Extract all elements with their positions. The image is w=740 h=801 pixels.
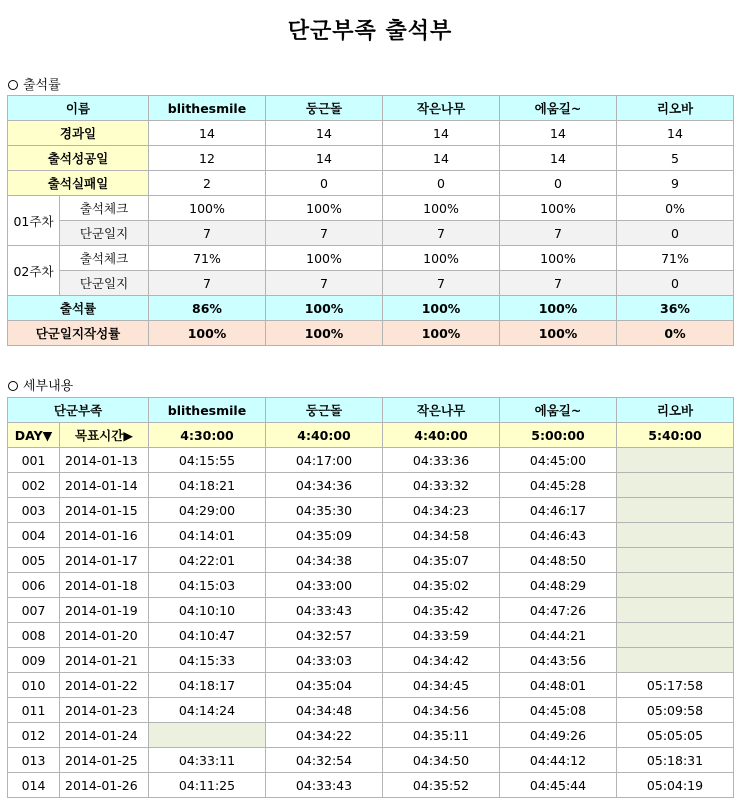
wake-time-cell: 04:33:43 (266, 598, 383, 623)
attendance-rate-value: 36% (617, 296, 734, 321)
week-check-value: 100% (149, 196, 266, 221)
elapsed-days-row (8, 121, 734, 146)
wake-time-cell: 05:17:58 (617, 673, 734, 698)
attendance-rate-value: 86% (149, 296, 266, 321)
diary-rate-value: 100% (383, 321, 500, 346)
target-time-label: 목표시간▶ (60, 423, 149, 448)
success-days-value: 14 (500, 146, 617, 171)
table-row (8, 448, 734, 473)
wake-time-cell: 04:34:23 (383, 498, 500, 523)
wake-time-cell: 04:46:17 (500, 498, 617, 523)
elapsed-days-value: 14 (266, 121, 383, 146)
page-title: 단군부족 출석부 (287, 19, 453, 44)
wake-time-cell: 04:33:03 (266, 648, 383, 673)
diary-rate-value: 0% (617, 321, 734, 346)
day-number: 007 (8, 598, 60, 623)
missed-cell (617, 498, 734, 523)
day-number: 001 (8, 448, 60, 473)
wake-time-cell: 04:34:42 (383, 648, 500, 673)
wake-time-cell: 04:35:11 (383, 723, 500, 748)
table-row (8, 523, 734, 548)
wake-time-cell: 04:44:12 (500, 748, 617, 773)
fail-days-value: 0 (266, 171, 383, 196)
day-number: 008 (8, 623, 60, 648)
success-days-value: 12 (149, 146, 266, 171)
day-number: 005 (8, 548, 60, 573)
wake-time-cell: 04:35:52 (383, 773, 500, 798)
header-member-rioba: 리오바 (617, 96, 734, 121)
week-diary-label: 단군일지 (60, 221, 149, 246)
wake-time-cell: 04:33:36 (383, 448, 500, 473)
wake-time-cell: 04:32:54 (266, 748, 383, 773)
week-label: 02주차 (8, 246, 60, 296)
details-member-eumgil: 에움길~ (500, 398, 617, 423)
details-member-rioba: 리오바 (617, 398, 734, 423)
wake-time-cell: 04:14:01 (149, 523, 266, 548)
header-name-label: 이름 (8, 96, 149, 121)
wake-time-cell: 04:45:28 (500, 473, 617, 498)
attendance-rate-value: 100% (383, 296, 500, 321)
table-row (8, 648, 734, 673)
wake-time-cell: 04:10:47 (149, 623, 266, 648)
wake-time-cell: 04:48:01 (500, 673, 617, 698)
week-diary-value: 7 (383, 271, 500, 296)
diary-rate-row (8, 321, 734, 346)
wake-time-cell: 05:09:58 (617, 698, 734, 723)
day-number: 013 (8, 748, 60, 773)
header-member-blithesmile: blithesmile (149, 96, 266, 121)
date-cell: 2014-01-26 (60, 773, 149, 798)
wake-time-cell: 04:34:56 (383, 698, 500, 723)
wake-time-cell: 04:34:50 (383, 748, 500, 773)
week-diary-value: 7 (149, 271, 266, 296)
success-days-value: 14 (383, 146, 500, 171)
fail-days-value: 2 (149, 171, 266, 196)
week-check-value: 100% (266, 246, 383, 271)
day-number: 002 (8, 473, 60, 498)
missed-cell (617, 598, 734, 623)
wake-time-cell: 04:35:42 (383, 598, 500, 623)
week-check-value: 0% (617, 196, 734, 221)
wake-time-cell: 04:10:10 (149, 598, 266, 623)
date-cell: 2014-01-18 (60, 573, 149, 598)
week-check-value: 71% (617, 246, 734, 271)
wake-time-cell: 04:35:07 (383, 548, 500, 573)
week-diary-value: 7 (383, 221, 500, 246)
wake-time-cell: 04:17:00 (266, 448, 383, 473)
date-cell: 2014-01-13 (60, 448, 149, 473)
wake-time-cell: 05:05:05 (617, 723, 734, 748)
wake-time-cell: 04:33:11 (149, 748, 266, 773)
diary-rate-label: 단군일지작성률 (8, 321, 149, 346)
date-cell: 2014-01-25 (60, 748, 149, 773)
wake-time-cell: 04:44:21 (500, 623, 617, 648)
diary-rate-value: 100% (266, 321, 383, 346)
wake-time-cell: 04:48:50 (500, 548, 617, 573)
wake-time-cell: 04:35:09 (266, 523, 383, 548)
day-number: 009 (8, 648, 60, 673)
week-check-value: 100% (500, 246, 617, 271)
wake-time-cell: 04:15:55 (149, 448, 266, 473)
day-number: 006 (8, 573, 60, 598)
table-row (8, 573, 734, 598)
table-row (8, 473, 734, 498)
week-diary-value: 7 (500, 271, 617, 296)
details-member-blithesmile: blithesmile (149, 398, 266, 423)
missed-cell (617, 523, 734, 548)
elapsed-days-value: 14 (149, 121, 266, 146)
elapsed-days-value: 14 (617, 121, 734, 146)
attendance-section-heading (8, 74, 61, 93)
missed-cell (617, 573, 734, 598)
attendance-rate-value: 100% (500, 296, 617, 321)
wake-time-cell: 04:18:21 (149, 473, 266, 498)
week-2-diary-row (8, 271, 734, 296)
wake-time-cell: 04:15:03 (149, 573, 266, 598)
date-cell: 2014-01-21 (60, 648, 149, 673)
fail-days-value: 0 (500, 171, 617, 196)
target-time-value: 5:40:00 (617, 423, 734, 448)
table-row (8, 623, 734, 648)
day-sort-label: DAY▼ (8, 423, 60, 448)
circle-bullet-icon (8, 381, 18, 391)
fail-days-label: 출석실패일 (8, 171, 149, 196)
missed-cell (617, 623, 734, 648)
wake-time-cell: 04:14:24 (149, 698, 266, 723)
table-row (8, 498, 734, 523)
wake-time-cell: 04:34:48 (266, 698, 383, 723)
table-row (8, 723, 734, 748)
week-check-value: 100% (383, 196, 500, 221)
week-1-diary-row (8, 221, 734, 246)
elapsed-days-value: 14 (383, 121, 500, 146)
wake-time-cell: 04:33:59 (383, 623, 500, 648)
details-section-heading (8, 375, 73, 394)
table-row (8, 598, 734, 623)
wake-time-cell: 04:11:25 (149, 773, 266, 798)
wake-time-cell: 04:49:26 (500, 723, 617, 748)
table-row (8, 548, 734, 573)
wake-time-cell: 04:29:00 (149, 498, 266, 523)
wake-time-cell: 05:04:19 (617, 773, 734, 798)
details-heading-text: 세부내용 (23, 379, 74, 394)
target-time-value: 4:30:00 (149, 423, 266, 448)
diary-rate-value: 100% (500, 321, 617, 346)
date-cell: 2014-01-17 (60, 548, 149, 573)
wake-time-cell: 04:46:43 (500, 523, 617, 548)
header-member-jageunnamu: 작은나무 (383, 96, 500, 121)
wake-time-cell: 04:35:30 (266, 498, 383, 523)
week-diary-value: 7 (266, 271, 383, 296)
elapsed-days-label: 경과일 (8, 121, 149, 146)
date-cell: 2014-01-20 (60, 623, 149, 648)
week-diary-value: 7 (266, 221, 383, 246)
diary-rate-value: 100% (149, 321, 266, 346)
wake-time-cell: 04:45:44 (500, 773, 617, 798)
day-number: 004 (8, 523, 60, 548)
wake-time-cell: 04:33:32 (383, 473, 500, 498)
wake-time-cell: 04:34:45 (383, 673, 500, 698)
table-row (8, 673, 734, 698)
target-time-value: 4:40:00 (266, 423, 383, 448)
wake-time-cell: 04:18:17 (149, 673, 266, 698)
week-check-value: 71% (149, 246, 266, 271)
attendance-table (7, 95, 734, 346)
date-cell: 2014-01-22 (60, 673, 149, 698)
header-member-eumgil: 에움길~ (500, 96, 617, 121)
missed-cell (617, 648, 734, 673)
day-number: 011 (8, 698, 60, 723)
tribe-label: 단군부족 (8, 398, 149, 423)
table-row (8, 773, 734, 798)
week-check-value: 100% (500, 196, 617, 221)
week-check-value: 100% (383, 246, 500, 271)
day-number: 012 (8, 723, 60, 748)
details-member-jageunnamu: 작은나무 (383, 398, 500, 423)
missed-cell (617, 473, 734, 498)
details-table (7, 397, 734, 798)
wake-time-cell: 04:34:58 (383, 523, 500, 548)
wake-time-cell: 04:35:02 (383, 573, 500, 598)
week-2-check-row (8, 246, 734, 271)
date-cell: 2014-01-14 (60, 473, 149, 498)
details-header-row (8, 398, 734, 423)
week-check-label: 출석체크 (60, 196, 149, 221)
date-cell: 2014-01-24 (60, 723, 149, 748)
missed-cell (617, 448, 734, 473)
wake-time-cell: 04:47:26 (500, 598, 617, 623)
day-number: 014 (8, 773, 60, 798)
week-diary-value: 0 (617, 221, 734, 246)
table-row (8, 748, 734, 773)
week-diary-value: 7 (149, 221, 266, 246)
wake-time-cell: 04:34:22 (266, 723, 383, 748)
circle-bullet-icon (8, 80, 18, 90)
day-number: 010 (8, 673, 60, 698)
target-time-value: 5:00:00 (500, 423, 617, 448)
wake-time-cell: 04:32:57 (266, 623, 383, 648)
wake-time-cell: 04:35:04 (266, 673, 383, 698)
wake-time-cell: 04:22:01 (149, 548, 266, 573)
week-diary-value: 7 (500, 221, 617, 246)
elapsed-days-value: 14 (500, 121, 617, 146)
attendance-heading-text: 출석률 (23, 78, 61, 93)
success-days-label: 출석성공일 (8, 146, 149, 171)
fail-days-value: 0 (383, 171, 500, 196)
wake-time-cell: 04:33:43 (266, 773, 383, 798)
day-number: 003 (8, 498, 60, 523)
wake-time-cell: 04:45:00 (500, 448, 617, 473)
date-cell: 2014-01-16 (60, 523, 149, 548)
header-member-dunggeundol: 둥근돌 (266, 96, 383, 121)
attendance-header-row (8, 96, 734, 121)
wake-time-cell: 04:48:29 (500, 573, 617, 598)
wake-time-cell: 04:45:08 (500, 698, 617, 723)
date-cell: 2014-01-15 (60, 498, 149, 523)
wake-time-cell: 04:34:36 (266, 473, 383, 498)
table-row (8, 698, 734, 723)
success-days-row (8, 146, 734, 171)
wake-time-cell: 04:33:00 (266, 573, 383, 598)
week-1-check-row (8, 196, 734, 221)
attendance-rate-label: 출석률 (8, 296, 149, 321)
fail-days-value: 9 (617, 171, 734, 196)
week-check-label: 출석체크 (60, 246, 149, 271)
details-member-dunggeundol: 둥근돌 (266, 398, 383, 423)
success-days-value: 14 (266, 146, 383, 171)
target-time-row (8, 423, 734, 448)
success-days-value: 5 (617, 146, 734, 171)
missed-cell (149, 723, 266, 748)
week-diary-label: 단군일지 (60, 271, 149, 296)
week-diary-value: 0 (617, 271, 734, 296)
date-cell: 2014-01-19 (60, 598, 149, 623)
attendance-rate-value: 100% (266, 296, 383, 321)
date-cell: 2014-01-23 (60, 698, 149, 723)
target-time-value: 4:40:00 (383, 423, 500, 448)
fail-days-row (8, 171, 734, 196)
wake-time-cell: 04:34:38 (266, 548, 383, 573)
missed-cell (617, 548, 734, 573)
wake-time-cell: 04:15:33 (149, 648, 266, 673)
wake-time-cell: 04:43:56 (500, 648, 617, 673)
week-label: 01주차 (8, 196, 60, 246)
wake-time-cell: 05:18:31 (617, 748, 734, 773)
attendance-rate-row (8, 296, 734, 321)
week-check-value: 100% (266, 196, 383, 221)
